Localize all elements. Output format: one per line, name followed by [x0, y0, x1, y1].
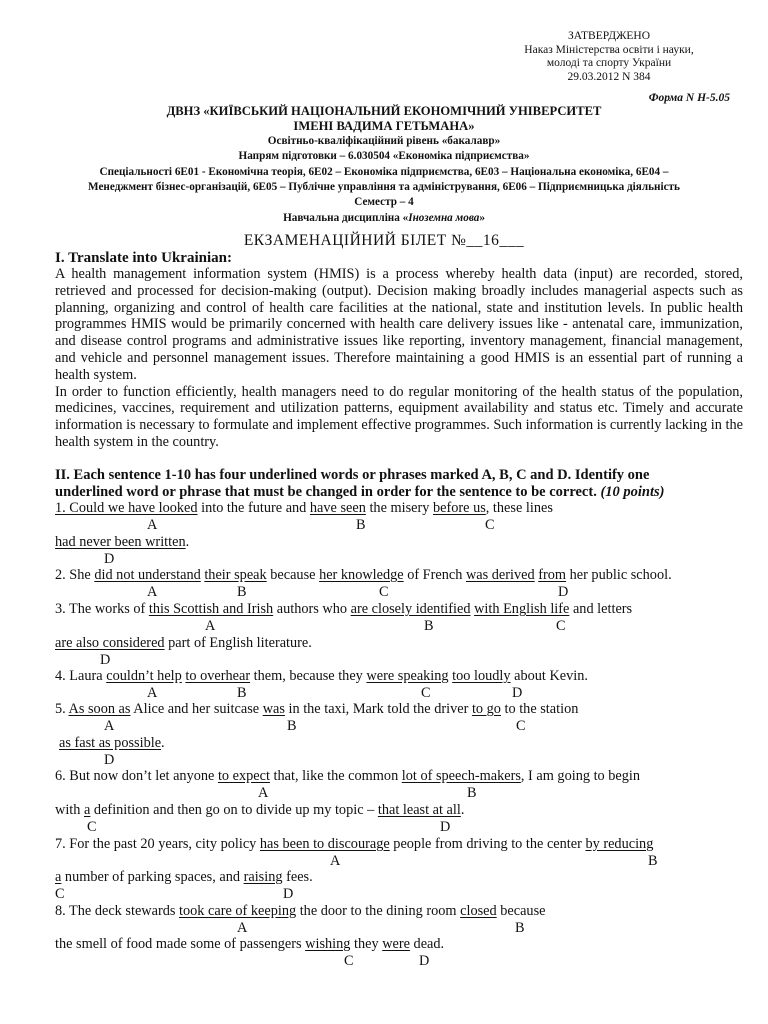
q6-mark-c: C: [87, 819, 97, 835]
q3-mark-b: B: [424, 618, 434, 634]
q3-mark-c: C: [556, 618, 566, 634]
question-1-line1: 1. Could we have looked into the future and have seen the misery before us, these lines: [55, 500, 553, 516]
points: (10 points): [600, 484, 665, 500]
discipline-name: Іноземна мова: [408, 212, 480, 224]
specialties-line1: Спеціальності 6Е01 - Економічна теорія, 6Е02 – Економіка підприємства, 6Е03 – Національна економіка, 6Е04 –: [99, 166, 669, 178]
q5-mark-c: C: [516, 718, 526, 734]
university-name-line2: ІМЕНІ ВАДИМА ГЕТЬМАНА»: [293, 119, 475, 133]
q1-mark-c: C: [485, 517, 495, 533]
question-4: 4. Laura couldn’t help to overhear them, because they were speaking too loudly about Kevin.: [55, 668, 588, 684]
q4-mark-c: C: [421, 685, 431, 701]
section1-paragraph1: A health management information system (HMIS) is a process whereby health data (input) are recorded, stored, retrieved and processed for decision-making (output). Decision making broadly includes managerial aspects such as planning, organizing and control of health care facilities at the national, state and institution levels. In public health programmes HMIS would be primarily concerned with health care delivery issues like - antenatal care, immunization, and disease control programs and administrative issues like reporting, inventory management, financial management, and vehicle and personnel management issues. Therefore maintaining a good HMIS is an essential part of running a health system.: [55, 266, 743, 383]
q2-mark-a: A: [147, 584, 158, 600]
question-7-line2: a number of parking spaces, and raising fees.: [55, 869, 313, 885]
form-code: Форма N Н-5.05: [648, 92, 730, 104]
q2-mark-c: C: [379, 584, 389, 600]
q8-mark-b: B: [515, 920, 525, 936]
discipline: Навчальна дисципліна «Іноземна мова»: [283, 212, 485, 224]
q2-mark-b: B: [237, 584, 247, 600]
q3-mark-d: D: [100, 652, 111, 668]
university-name-line1: ДВНЗ «КИЇВСЬКИЙ НАЦІОНАЛЬНИЙ ЕКОНОМІЧНИЙ УНІВЕРСИТЕТ: [166, 104, 602, 118]
question-6-line2: with a definition and then go on to divide up my topic – that least at all.: [55, 802, 465, 818]
q1-mark-b: B: [356, 517, 366, 533]
question-5-line2: as fast as possible.: [59, 735, 165, 751]
q7-mark-a: A: [330, 853, 341, 869]
q8-mark-a: A: [237, 920, 248, 936]
q8-mark-d: D: [419, 953, 430, 969]
question-5-line1: 5. As soon as Alice and her suitcase was in the taxi, Mark told the driver to go to the station: [55, 701, 579, 717]
q5-mark-b: B: [287, 718, 297, 734]
question-8-line2: the smell of food made some of passengers wishing they were dead.: [55, 936, 445, 952]
q5-mark-d: D: [104, 752, 115, 768]
section1-text: [55, 266, 743, 451]
question-3-line2: are also considered part of English literature.: [55, 635, 312, 651]
ticket-title: ЕКЗАМЕНАЦІЙНИЙ БІЛЕТ №__16___: [243, 232, 525, 249]
semester: Семестр – 4: [354, 196, 414, 208]
approval-ministry: молоді та спорту України: [546, 57, 672, 70]
section2-title-line1: II. Each sentence 1-10 has four underlined words or phrases marked A, B, C and D. Identify one: [55, 467, 650, 483]
q6-mark-b: B: [467, 785, 477, 801]
q2-mark-d: D: [558, 584, 569, 600]
question-8-line1: 8. The deck stewards took care of keeping the door to the dining room closed because: [55, 903, 546, 919]
q5-mark-a: A: [104, 718, 115, 734]
q4-mark-b: B: [237, 685, 247, 701]
q7-mark-b: B: [648, 853, 658, 869]
q6-mark-d: D: [440, 819, 451, 835]
question-7-line1: 7. For the past 20 years, city policy has been to discourage people from driving to the center by reducing: [55, 836, 654, 852]
q8-mark-c: C: [344, 953, 354, 969]
section1-paragraph2: In order to function efficiently, health managers need to do regular monitoring of the health status of the population, medicines, vaccines, requirement and utilization patterns, equipment availability and status etc. Timely and accurate information is necessary to formulate and implement effective programmes. Such information is currently lacking in the health system in the country.: [55, 383, 743, 450]
q3-mark-a: A: [205, 618, 216, 634]
q4-mark-a: A: [147, 685, 158, 701]
q7-mark-c: C: [55, 886, 65, 902]
question-6-line1: 6. But now don’t let anyone to expect that, like the common lot of speech-makers, I am going to begin: [55, 768, 641, 784]
approval-title: ЗАТВЕРДЖЕНО: [567, 30, 651, 42]
q4-mark-d: D: [512, 685, 523, 701]
study-direction: Напрям підготовки – 6.030504 «Економіка підприємства»: [238, 150, 530, 162]
qualification-level: Освітньо-кваліфікаційний рівень «бакалавр»: [267, 135, 501, 147]
approval-block: [494, 30, 724, 84]
q1-mark-d: D: [104, 551, 115, 567]
question-2: 2. She did not understand their speak because her knowledge of French was derived from her public school.: [55, 567, 672, 583]
section1-title: I. Translate into Ukrainian:: [55, 250, 232, 266]
question-1-line2: had never been written.: [55, 534, 190, 550]
q1-mark-a: A: [147, 517, 158, 533]
question-3-line1: 3. The works of this Scottish and Irish authors who are closely identified with English life and letters: [55, 601, 633, 617]
q7-mark-d: D: [283, 886, 294, 902]
approval-date: 29.03.2012 N 384: [567, 70, 651, 83]
q6-mark-a: A: [258, 785, 269, 801]
section2-title-line2: underlined word or phrase that must be changed in order for the sentence to be correct. (10 points): [55, 484, 665, 500]
specialties-line2: Менеджмент бізнес-організацій, 6Е05 – Публічне управління та адміністрування, 6Е06 – Підприємницька діяльність: [88, 181, 680, 193]
approval-order: Наказ Міністерства освіти і науки,: [524, 43, 694, 56]
